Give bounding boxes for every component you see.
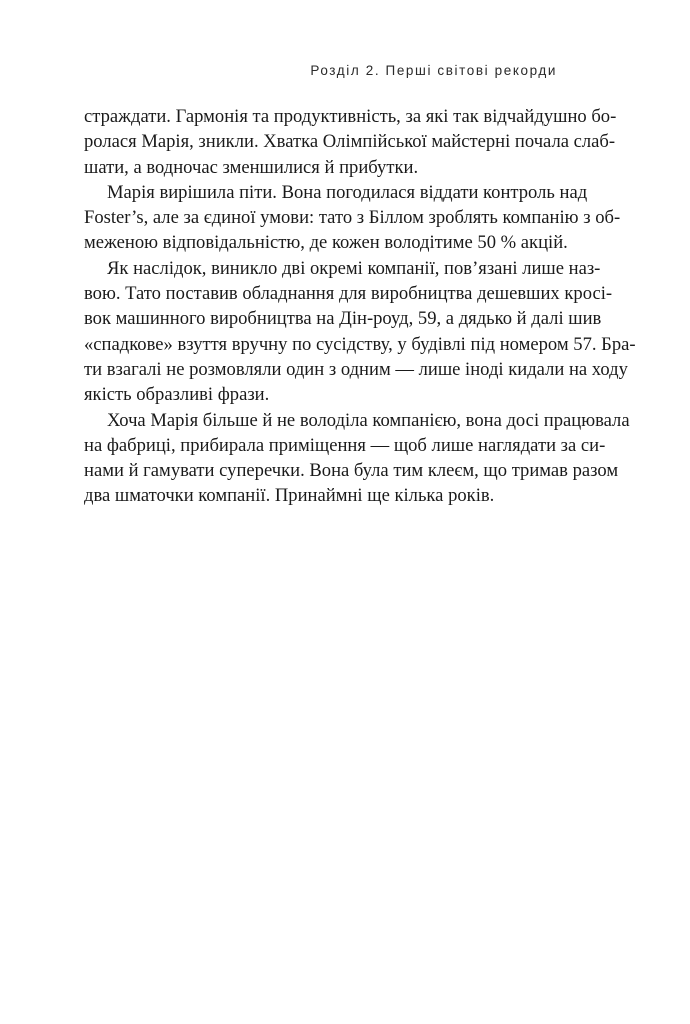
paragraph [84,104,617,180]
text-line: Як наслідок, виникло дві окремі компанії, пов’язані лише наз- [107,257,601,279]
text-line: нами й гамувати суперечки. Вона була тим клеєм, що тримав разом [84,460,619,482]
text-line: вок машинного виробництва на Дін-роуд, 59, а дядько й далі шив [84,308,602,330]
text-line: на фабриці, прибирала приміщення — щоб лише наглядати за си- [84,434,606,456]
text-line: страждати. Гармонія та продуктивність, за які так відчайдушно бо- [84,106,617,127]
text-line: Марія вирішила піти. Вона погодилася віддати контроль над [107,181,588,203]
text-line: меженою відповідальністю, де кожен володітиме 50 % акцій. [84,232,568,254]
paragraph [84,408,630,509]
running-head: Розділ 2. Перші світові рекорди [310,63,557,78]
text-line: ролася Марія, зникли. Хватка Олімпійської майстерні почала слаб- [84,131,616,153]
text-line: ти взагалі не розмовляли один з одним — лише іноді кидали на ходу [84,358,628,380]
paragraph [84,180,621,256]
text-line: вою. Тато поставив обладнання для виробництва дешевших кросі- [84,283,613,305]
text-line: якість образливі фрази. [84,384,270,406]
body-text [84,104,636,509]
text-line: «спадкове» взуття вручну по сусідству, у будівлі під номером 57. Бра- [84,333,636,355]
text-line: шати, а водночас зменшилися й прибутки. [84,156,419,178]
text-line: Foster’s, але за єдиної умови: тато з Біллом зроблять компанію з об- [84,207,621,229]
text-line: Хоча Марія більше й не володіла компанією, вона досі працювала [107,409,630,431]
text-line: два шматочки компанії. Принаймні ще кілька років. [84,485,495,507]
paragraph [84,256,636,408]
